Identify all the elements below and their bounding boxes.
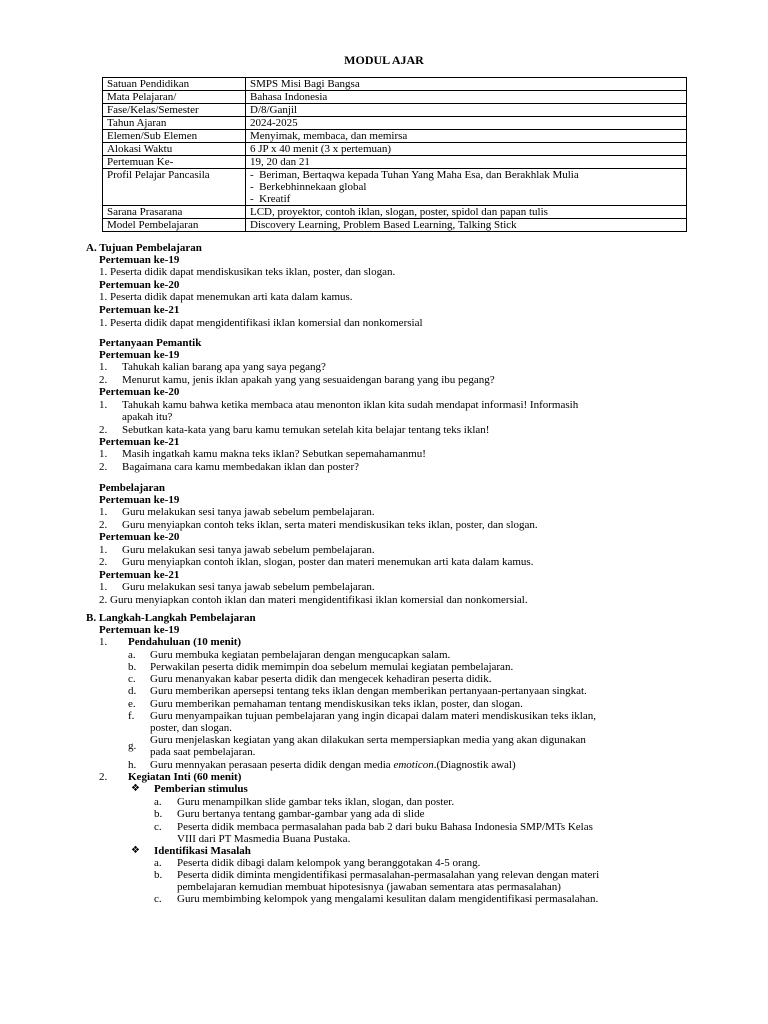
table-row xyxy=(103,78,687,91)
list-item: Guru menyiapkan contoh iklan, slogan, poster dan materi menemukan arti kata dalam kamus. xyxy=(122,556,534,568)
section-a-heading: A. Tujuan Pembelajaran xyxy=(86,242,202,254)
list-number: 2. xyxy=(99,556,108,568)
list-item: Guru membuka kegiatan pembelajaran dengan mengucapkan salam. xyxy=(150,649,451,661)
cell-value: 2024-2025 xyxy=(246,117,687,130)
list-number: 2. xyxy=(99,519,108,531)
cell-value: Bahasa Indonesia xyxy=(246,91,687,104)
list-item: Guru memberikan apersepsi tentang teks iklan dengan memberikan pertanyaan-pertanyaan singkat. xyxy=(150,685,587,697)
list-item: Guru menyampaikan tujuan pembelajaran yang ingin dicapai dalam materi mendiskusikan teks iklan, xyxy=(150,710,596,722)
phase-heading: Kegiatan Inti (60 menit) xyxy=(128,771,242,783)
list-item: Perwakilan peserta didik memimpin doa sebelum memulai kegiatan pembelajaran. xyxy=(150,661,514,673)
list-item: Guru bertanya tentang gambar-gambar yang ada di slide xyxy=(177,808,425,820)
list-letter: b. xyxy=(154,869,163,881)
cell-label: Sarana Prasarana xyxy=(103,206,246,219)
list-item: Guru melakukan sesi tanya jawab sebelum pembelajaran. xyxy=(122,506,375,518)
phase-heading: Pendahuluan (10 menit) xyxy=(128,636,242,648)
list-letter: c. xyxy=(154,893,162,905)
list-letter: c. xyxy=(128,673,136,685)
list-letter: a. xyxy=(154,857,162,869)
list-number: 2. xyxy=(99,771,108,783)
table-row xyxy=(103,143,687,156)
cell-label: Alokasi Waktu xyxy=(103,143,246,156)
list-item: Peserta didik membaca permasalahan pada bab 2 dari buku Bahasa Indonesia SMP/MTs Kelas xyxy=(177,821,593,833)
list-item-cont: apakah itu? xyxy=(122,411,173,423)
cell-label: Pertemuan Ke- xyxy=(103,156,246,169)
list-number: 1. xyxy=(99,448,108,460)
meeting-heading: Pertemuan ke-19 xyxy=(99,494,180,506)
table-row xyxy=(103,117,687,130)
meeting-heading: Pertemuan ke-20 xyxy=(99,279,180,291)
cell-label: Elemen/Sub Elemen xyxy=(103,130,246,143)
table-row xyxy=(103,156,687,169)
list-letter: f. xyxy=(128,710,135,722)
list-number: 1. xyxy=(99,361,108,373)
list-number: 2. xyxy=(99,374,108,386)
list-item: Peserta didik diminta mengidentifikasi permasalahan-permasalahan yang relevan dengan materi xyxy=(177,869,600,881)
meeting-heading: Pertemuan ke-19 xyxy=(99,349,180,361)
list-item: Guru melakukan sesi tanya jawab sebelum pembelajaran. xyxy=(122,581,375,593)
table-row xyxy=(103,130,687,143)
list-item: Guru menampilkan slide gambar teks iklan, slogan, dan poster. xyxy=(177,796,455,808)
table-row xyxy=(103,169,687,206)
diamond-bullet-icon: ❖ xyxy=(131,783,140,794)
info-table xyxy=(102,77,687,232)
list-number: 1. xyxy=(99,544,108,556)
cell-value: SMPS Misi Bagi Bangsa xyxy=(246,78,687,91)
cell-label: Fase/Kelas/Semester xyxy=(103,104,246,117)
profile-item: - Berkebhinnekaan global xyxy=(250,181,367,193)
list-item: 1. Peserta didik dapat menemukan arti kata dalam kamus. xyxy=(99,291,353,303)
list-item: 2. Guru menyiapkan contoh iklan dan materi mengidentifikasi iklan komersial dan nonkomersial. xyxy=(99,594,528,606)
cell-label: Tahun Ajaran xyxy=(103,117,246,130)
list-item: Guru menjelaskan kegiatan yang akan dilakukan serta mempersiapkan media yang akan digunakan xyxy=(150,734,586,746)
list-item: Guru membimbing kelompok yang mengalami kesulitan dalam mengidentifikasi permasalahan. xyxy=(177,893,599,905)
list-item-cont: poster, dan slogan. xyxy=(150,722,233,734)
cell-value: Discovery Learning, Problem Based Learning, Talking Stick xyxy=(246,219,687,232)
meeting-heading: Pertemuan ke-21 xyxy=(99,304,180,316)
pembelajaran-heading: Pembelajaran xyxy=(99,482,165,494)
list-item: Tahukah kamu bahwa ketika membaca atau menonton iklan kita sudah mendapat informasi! Informasih xyxy=(122,399,579,411)
cell-label: Satuan Pendidikan xyxy=(103,78,246,91)
cell-value: 19, 20 dan 21 xyxy=(246,156,687,169)
list-number: 1. xyxy=(99,581,108,593)
step-heading: Pemberian stimulus xyxy=(154,783,248,795)
cell-label: Mata Pelajaran/ xyxy=(103,91,246,104)
table-row xyxy=(103,219,687,232)
list-item: Guru memberikan pemahaman tentang mendiskusikan teks iklan, poster, dan slogan. xyxy=(150,698,523,710)
profile-item: - Beriman, Bertaqwa kepada Tuhan Yang Maha Esa, dan Berakhlak Mulia xyxy=(250,169,579,181)
list-item: 1. Peserta didik dapat mendiskusikan teks iklan, poster, dan slogan. xyxy=(99,266,396,278)
list-letter: b. xyxy=(128,661,137,673)
cell-label: Model Pembelajaran xyxy=(103,219,246,232)
pemantik-heading: Pertanyaan Pemantik xyxy=(99,337,202,349)
list-letter: h. xyxy=(128,759,137,771)
list-item-cont: VIII dari PT Masmedia Buana Pustaka. xyxy=(177,833,351,845)
list-number: 1. xyxy=(99,506,108,518)
list-item-cont: pada saat pembelajaran. xyxy=(150,746,256,758)
list-number: 2. xyxy=(99,424,108,436)
meeting-heading: Pertemuan ke-20 xyxy=(99,531,180,543)
list-letter: e. xyxy=(128,698,136,710)
table-row xyxy=(103,91,687,104)
diamond-bullet-icon: ❖ xyxy=(131,845,140,856)
meeting-heading: Pertemuan ke-19 xyxy=(99,254,180,266)
list-item: Guru mennyakan perasaan peserta didik dengan media emoticon.(Diagnostik awal) xyxy=(150,759,516,771)
cell-value: D/8/Ganjil xyxy=(246,104,687,117)
list-item: 1. Peserta didik dapat mengidentifikasi iklan komersial dan nonkomersial xyxy=(99,317,423,329)
list-item: Guru melakukan sesi tanya jawab sebelum pembelajaran. xyxy=(122,544,375,556)
list-letter: g. xyxy=(128,740,137,752)
table-row xyxy=(103,104,687,117)
list-letter: c. xyxy=(154,821,162,833)
list-item: Tahukah kalian barang apa yang saya pegang? xyxy=(122,361,326,373)
section-b-heading: B. Langkah-Langkah Pembelajaran xyxy=(86,612,256,624)
cell-value: LCD, proyektor, contoh iklan, slogan, poster, spidol dan papan tulis xyxy=(246,206,687,219)
table-row xyxy=(103,206,687,219)
cell-value: 6 JP x 40 menit (3 x pertemuan) xyxy=(246,143,687,156)
list-letter: b. xyxy=(154,808,163,820)
list-number: 2. xyxy=(99,461,108,473)
cell-label: Profil Pelajar Pancasila xyxy=(103,169,246,206)
step-heading: Identifikasi Masalah xyxy=(154,845,251,857)
list-letter: a. xyxy=(128,649,136,661)
meeting-heading: Pertemuan ke-21 xyxy=(99,569,180,581)
list-letter: d. xyxy=(128,685,137,697)
meeting-heading: Pertemuan ke-19 xyxy=(99,624,180,636)
list-item: Peserta didik dibagi dalam kelompok yang beranggotakan 4-5 orang. xyxy=(177,857,481,869)
list-item: Guru menanyakan kabar peserta didik dan mengecek kehadiran peserta didik. xyxy=(150,673,492,685)
list-number: 1. xyxy=(99,399,108,411)
list-number: 1. xyxy=(99,636,108,648)
profile-item: - Kreatif xyxy=(250,193,291,205)
cell-value-list xyxy=(246,169,687,206)
list-item: Bagaimana cara kamu membedakan iklan dan poster? xyxy=(122,461,360,473)
list-item-cont: pembelajaran kemudian membuat hipotesisnya (jawaban sementara atas permasalahan) xyxy=(177,881,561,893)
page-title: MODUL AJAR xyxy=(344,53,424,67)
meeting-heading: Pertemuan ke-21 xyxy=(99,436,180,448)
list-letter: a. xyxy=(154,796,162,808)
meeting-heading: Pertemuan ke-20 xyxy=(99,386,180,398)
list-item: Masih ingatkah kamu makna teks iklan? Sebutkan sepemahamanmu! xyxy=(122,448,426,460)
list-item: Guru menyiapkan contoh teks iklan, serta materi mendiskusikan teks iklan, poster, dan slogan. xyxy=(122,519,538,531)
list-item: Menurut kamu, jenis iklan apakah yang yang sesuaidengan barang yang ibu pegang? xyxy=(122,374,495,386)
list-item: Sebutkan kata-kata yang baru kamu temukan setelah kita belajar tentang teks iklan! xyxy=(122,424,490,436)
cell-value: Menyimak, membaca, dan memirsa xyxy=(246,130,687,143)
